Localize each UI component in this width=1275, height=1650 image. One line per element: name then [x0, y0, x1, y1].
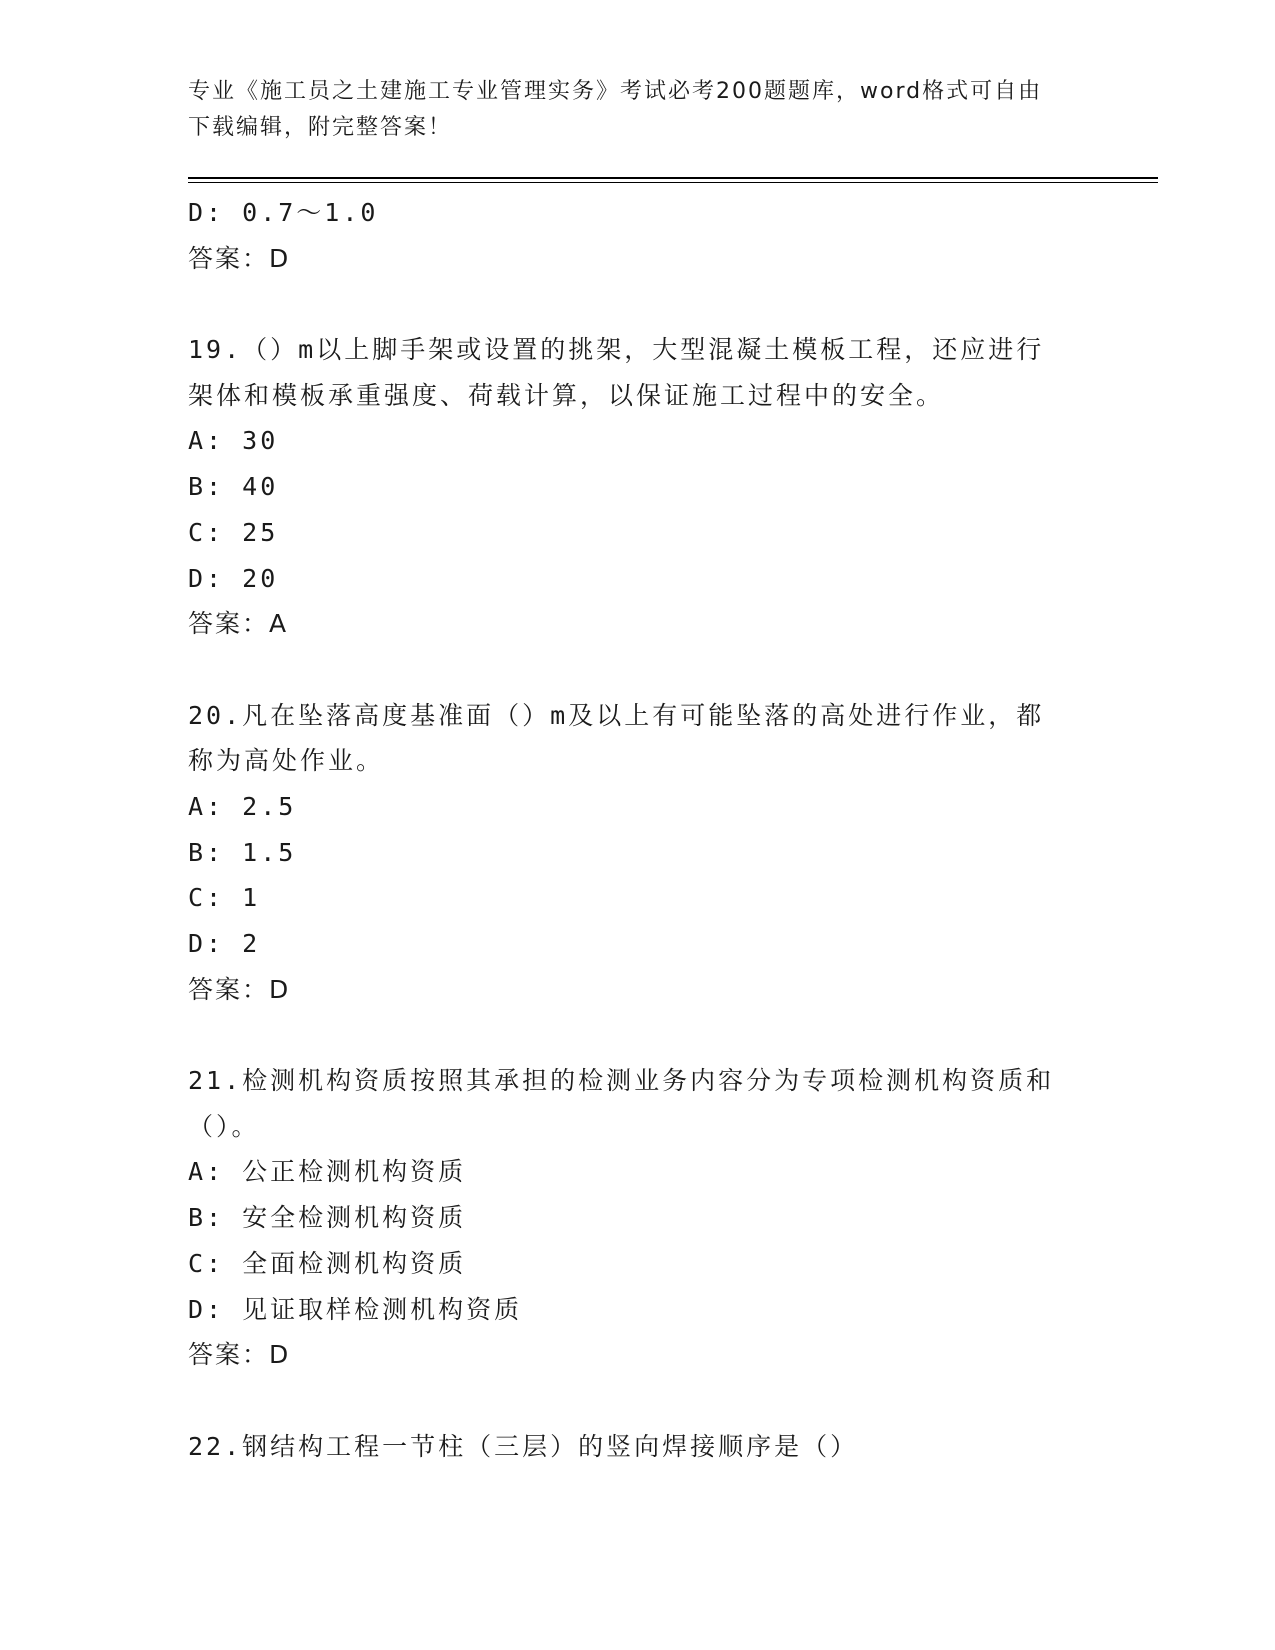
question-stem-line-1: 21.检测机构资质按照其承担的检测业务内容分为专项检测机构资质和	[188, 1066, 1055, 1096]
question-21	[188, 1058, 1108, 1378]
option-d: D: 见证取样检测机构资质	[188, 1294, 523, 1324]
question-stem-line-2: （）。	[188, 1111, 260, 1141]
question-19	[188, 327, 1108, 647]
question-stem	[188, 1424, 1068, 1470]
question-list	[188, 190, 1108, 1469]
option-b: B: 1.5	[188, 837, 297, 867]
option-d: D: 2	[188, 929, 261, 958]
question-stem-line-1: 19.（）m以上脚手架或设置的挑架，大型混凝土模板工程，还应进行	[188, 335, 1045, 365]
spacer	[188, 1378, 1108, 1424]
option-b: B: 安全检测机构资质	[188, 1203, 467, 1233]
question-stem-line-1: 22.钢结构工程一节柱（三层）的竖向焊接顺序是（）	[188, 1431, 859, 1461]
header-title-line-2: 下载编辑，附完整答案！	[188, 115, 453, 140]
question-stem	[188, 1058, 1068, 1149]
document-page	[188, 0, 1158, 1650]
question-stem-line-2: 称为高处作业。	[188, 746, 385, 776]
header-divider-thin	[188, 182, 1158, 183]
question-22	[188, 1424, 1108, 1470]
previous-question-tail	[188, 190, 1108, 281]
option-a: A: 30	[188, 426, 279, 456]
spacer	[188, 647, 1108, 693]
spacer	[188, 1012, 1108, 1058]
spacer	[188, 281, 1108, 327]
option-b: B: 40	[188, 472, 279, 502]
header-divider-thick	[188, 177, 1158, 179]
question-stem	[188, 327, 1068, 418]
option-d: D: 0.7～1.0	[188, 198, 379, 227]
answer: 答案：D	[188, 974, 291, 1004]
question-stem-line-2: 架体和模板承重强度、荷载计算，以保证施工过程中的安全。	[188, 380, 945, 410]
option-c: C: 25	[188, 517, 279, 547]
answer: 答案：A	[188, 609, 289, 639]
header-title-line-1: 专业《施工员之土建施工专业管理实务》考试必考200题题库，word格式可自由	[188, 79, 1043, 104]
answer: 答案：D	[188, 243, 291, 273]
question-stem	[188, 693, 1068, 784]
question-20	[188, 693, 1108, 1013]
document-header	[188, 74, 1058, 146]
option-c: C: 全面检测机构资质	[188, 1248, 467, 1278]
question-stem-line-1: 20.凡在坠落高度基准面（）m及以上有可能坠落的高处进行作业，都	[188, 700, 1045, 730]
option-a: A: 公正检测机构资质	[188, 1157, 467, 1187]
option-d: D: 20	[188, 563, 279, 593]
answer: 答案：D	[188, 1340, 291, 1370]
option-a: A: 2.5	[188, 791, 297, 821]
option-c: C: 1	[188, 883, 261, 913]
